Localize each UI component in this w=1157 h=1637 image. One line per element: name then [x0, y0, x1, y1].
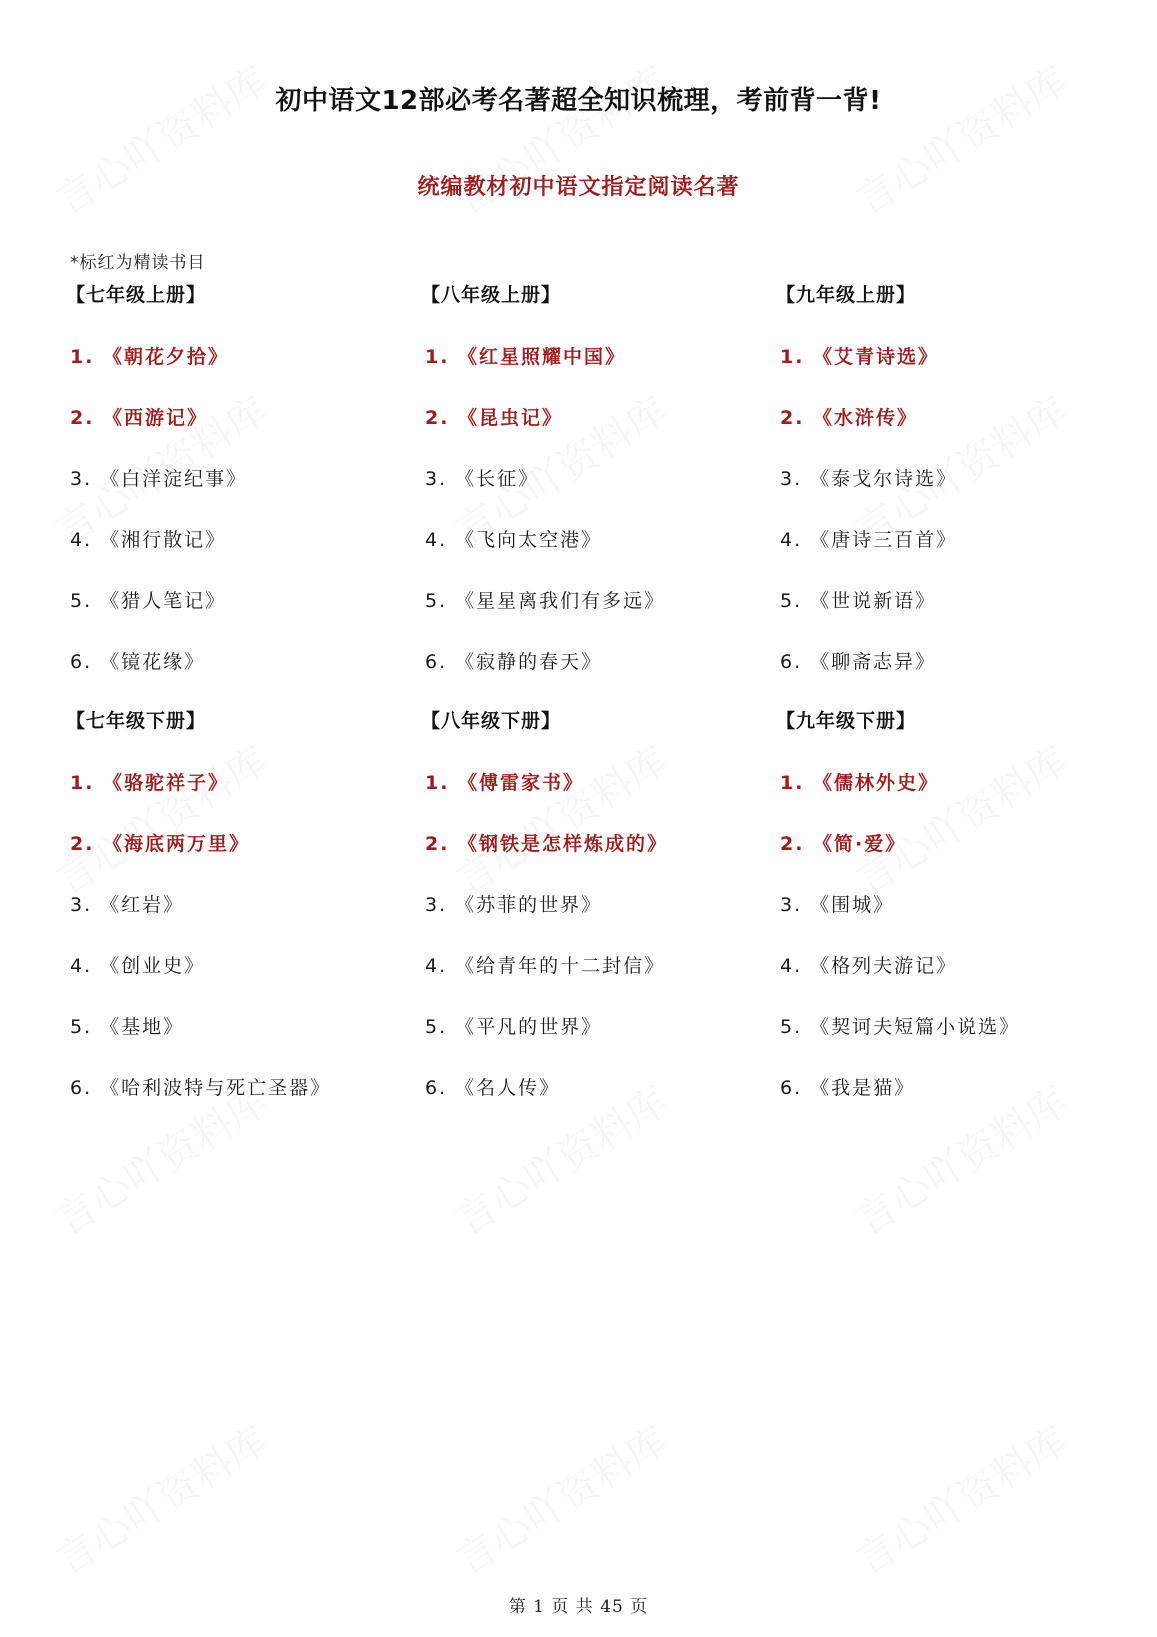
grade-section — [776, 706, 1120, 1134]
book-list — [70, 342, 410, 708]
grade-section — [421, 280, 765, 708]
book-item: 4. 《给青年的十二封信》 — [425, 955, 666, 977]
book-list — [70, 768, 410, 1134]
required-book-item: 2. 《西游记》 — [70, 407, 209, 429]
book-item: 5. 《平凡的世界》 — [425, 1016, 603, 1038]
page-title: 初中语文12部必考名著超全知识梳理，考前背一背! — [275, 86, 882, 116]
book-item: 5. 《基地》 — [70, 1016, 185, 1038]
required-book-item: 1. 《艾青诗选》 — [780, 346, 940, 368]
book-list — [425, 342, 765, 708]
book-item: 4. 《格列夫游记》 — [780, 955, 958, 977]
book-item: 5. 《世说新语》 — [780, 590, 937, 612]
book-item: 4. 《湘行散记》 — [70, 529, 227, 551]
book-item: 4. 《创业史》 — [70, 955, 206, 977]
legend-note: *标红为精读书目 — [70, 253, 206, 273]
required-book-item: 1. 《骆驼祥子》 — [70, 772, 230, 794]
book-item: 5. 《猎人笔记》 — [70, 590, 227, 612]
grade-section — [66, 706, 410, 1134]
grade-section — [776, 280, 1120, 708]
book-item: 5. 《星星离我们有多远》 — [425, 590, 666, 612]
watermark-text — [43, 1411, 277, 1587]
book-item: 3. 《长征》 — [425, 468, 540, 490]
required-book-item: 2. 《水浒传》 — [780, 407, 919, 429]
book-item: 3. 《红岩》 — [70, 894, 185, 916]
book-item: 3. 《围城》 — [780, 894, 895, 916]
required-book-item: 2. 《简·爱》 — [780, 833, 907, 855]
page-subtitle: 统编教材初中语文指定阅读名著 — [417, 175, 740, 200]
required-book-item: 2. 《昆虫记》 — [425, 407, 564, 429]
book-list — [425, 768, 765, 1134]
grade-heading: 【八年级上册】 — [421, 284, 562, 306]
required-book-item: 1. 《儒林外史》 — [780, 772, 940, 794]
book-item: 6. 《哈利波特与死亡圣器》 — [70, 1077, 332, 1099]
required-book-item: 1. 《傅雷家书》 — [425, 772, 585, 794]
grade-heading: 【九年级下册】 — [776, 710, 917, 732]
book-item: 6. 《我是猫》 — [780, 1077, 916, 1099]
required-book-item: 2. 《钢铁是怎样炼成的》 — [425, 833, 669, 855]
book-list — [780, 342, 1120, 708]
watermark-text — [443, 1411, 677, 1587]
book-item: 6. 《聊斋志异》 — [780, 651, 937, 673]
book-item: 4. 《唐诗三百首》 — [780, 529, 958, 551]
book-item: 6. 《镜花缘》 — [70, 651, 206, 673]
watermark-text — [843, 1411, 1077, 1587]
book-list — [780, 768, 1120, 1134]
book-item: 3. 《白洋淀纪事》 — [70, 468, 248, 490]
page-footer: 第 1 页 共 45 页 — [508, 1597, 649, 1617]
grade-heading: 【七年级上册】 — [66, 284, 207, 306]
grade-heading: 【九年级上册】 — [776, 284, 917, 306]
book-item: 3. 《泰戈尔诗选》 — [780, 468, 958, 490]
book-item: 5. 《契诃夫短篇小说选》 — [780, 1016, 1021, 1038]
grade-section — [66, 280, 410, 708]
book-item: 6. 《寂静的春天》 — [425, 651, 603, 673]
book-item: 3. 《苏菲的世界》 — [425, 894, 603, 916]
book-item: 4. 《飞向太空港》 — [425, 529, 603, 551]
book-item: 6. 《名人传》 — [425, 1077, 561, 1099]
required-book-item: 1. 《朝花夕拾》 — [70, 346, 230, 368]
grade-section — [421, 706, 765, 1134]
grade-heading: 【七年级下册】 — [66, 710, 207, 732]
grade-heading: 【八年级下册】 — [421, 710, 562, 732]
required-book-item: 2. 《海底两万里》 — [70, 833, 251, 855]
required-book-item: 1. 《红星照耀中国》 — [425, 346, 627, 368]
